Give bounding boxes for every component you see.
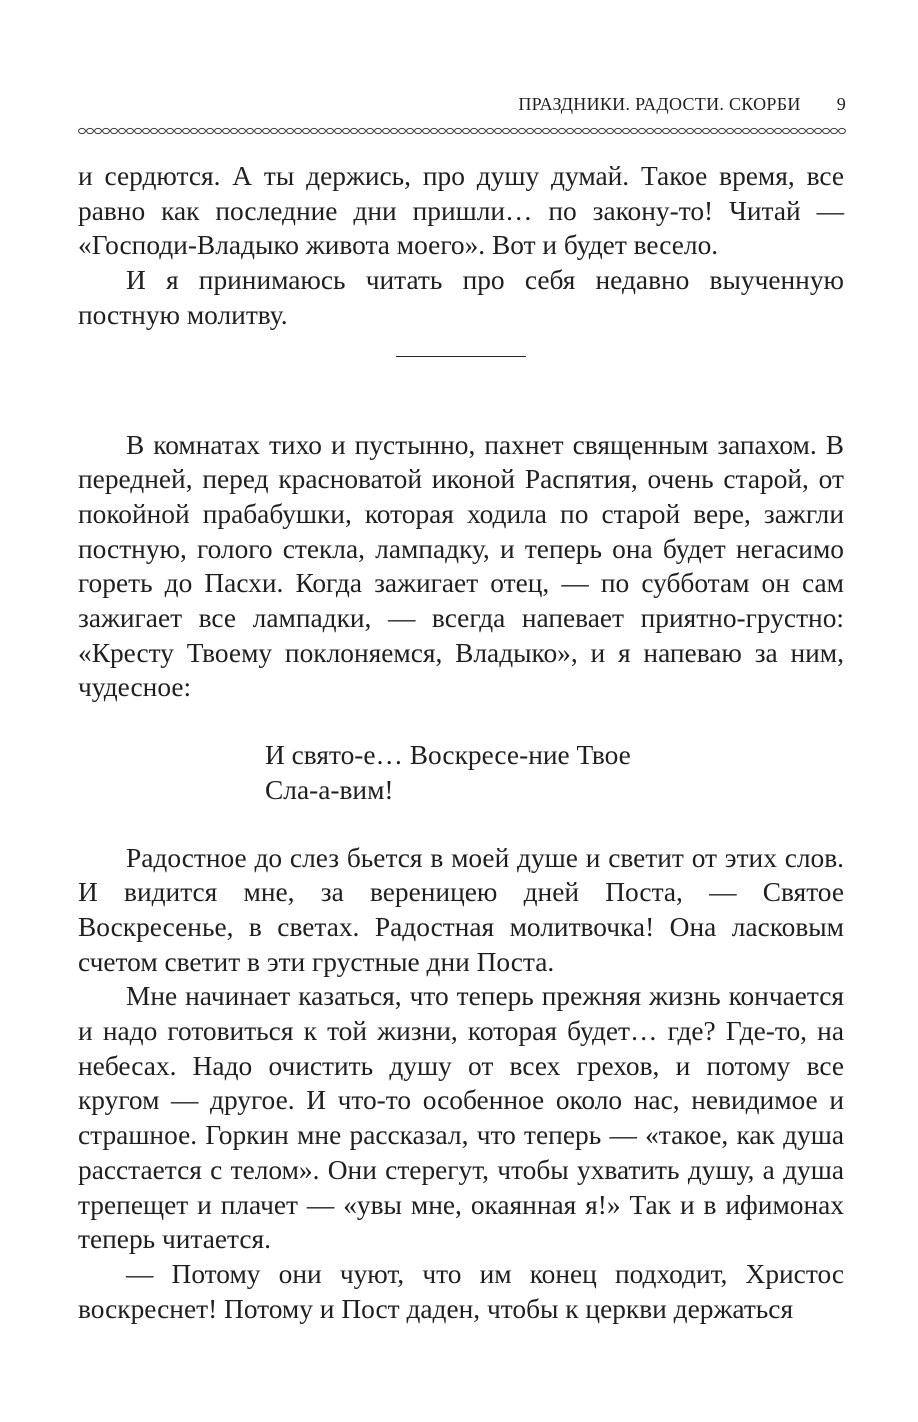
body-text <box>78 159 844 1326</box>
paragraph: Мне начинает казаться, что теперь прежняя жизнь кончается и надо готовиться к той жизни, которая будет… где? Где-то, на небесах. Надо очистить душу от всех грехов, и потому все кругом — другое. И что-то особенное около нас, невидимое и страшное. Горкин мне рассказал, что теперь — «такое, как душа расстается с телом». Они стерегут, чтобы ухватить душу, а душа трепещет и плачет — «увы мне, окаянная я!» Так и в ифимонах теперь читается. <box>78 981 844 1255</box>
paragraph: И я принимаюсь читать про себя недавно выученную постную молитву. <box>78 265 844 330</box>
paragraph: Радостное до слез бьется в моей душе и светит от этих слов. И видится мне, за вереницею дней Поста, — Святое Воскресенье, в светах. Радостная молитвочка! Она ласковым счетом светит в эти грустные дни Поста. <box>78 842 844 977</box>
paragraph: и сердются. А ты держись, про душу думай. Такое время, все равно как последние дни пришли… по закону-то! Читай — «Господи-Владыко живота моего». Вот и будет весело. <box>78 161 844 261</box>
verse-line: И свято-е… Воскресе-ние Твое <box>265 740 631 771</box>
ornamental-rule <box>78 126 846 136</box>
page-number: 9 <box>836 94 846 114</box>
paragraph: В комнатах тихо и пустынно, пахнет священным запахом. В передней, перед красноватой иконой Распятия, очень старой, от покойной прабабушки, которая ходила по старой вере, зажгли постную, голого стекла, лампадку, и теперь она будет негасимо гореть до Пасхи. Когда зажигает отец, — по субботам он сам зажигает все лампадки, — всегда напевает приятно-грустно: «Кресту Твоему поклоняемся, Владыко», и я напеваю за ним, чудесное: <box>78 429 844 703</box>
running-title: ПРАЗДНИКИ. РАДОСТИ. СКОРБИ <box>518 94 801 114</box>
verse <box>265 738 844 807</box>
verse-line: Сла-а-вим! <box>265 774 394 805</box>
paragraph: — Потому они чуют, что им конец подходит, Христос воскреснет! Потому и Пост даден, чтобы к церкви держаться <box>78 1258 844 1324</box>
running-head <box>78 94 846 115</box>
